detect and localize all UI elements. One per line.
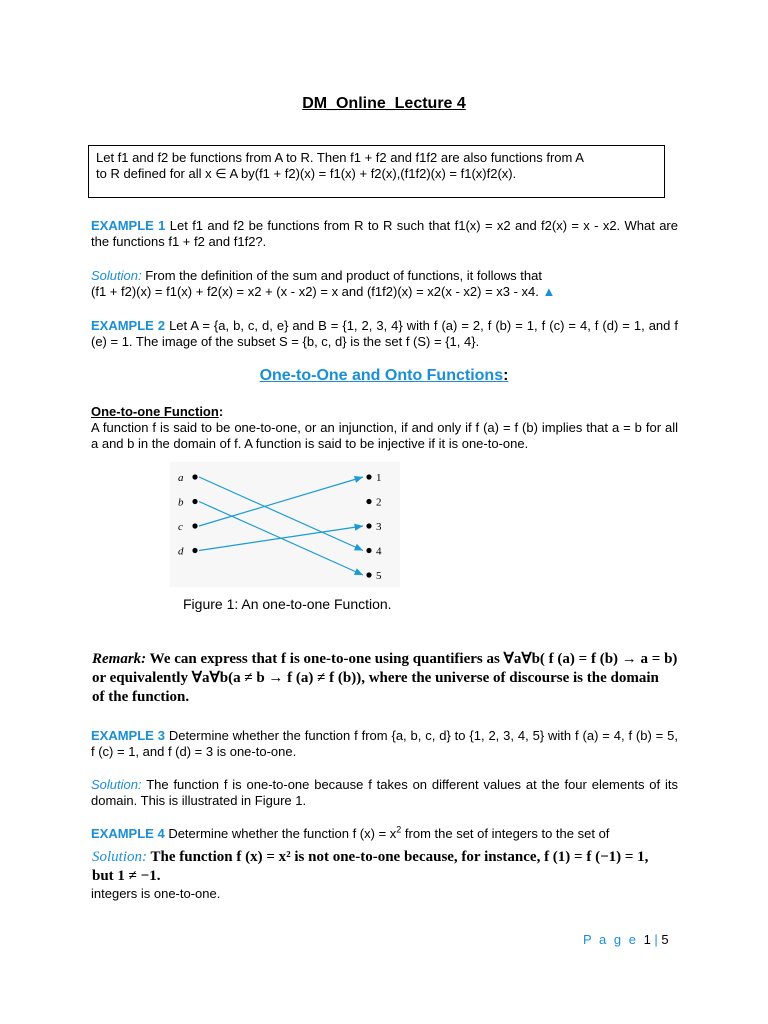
domain-label-d: d bbox=[178, 545, 184, 558]
solution-3-label: Solution: bbox=[91, 777, 142, 792]
example-4-superscript: 2 bbox=[396, 824, 402, 835]
domain-label-b: b bbox=[178, 496, 184, 509]
one-to-one-text: A function f is said to be one-to-one, or an injunction, if and only if f (a) = f (b) implies that a = b for all a and b in the domain of f. A function is said to be injective if it is one-to-one. bbox=[91, 420, 678, 451]
definition-line-1: Let f1 and f2 be functions from A to R. Then f1 + f2 and f1f2 are also functions from A bbox=[96, 150, 584, 165]
mapping-diagram bbox=[170, 462, 400, 587]
example-2 bbox=[91, 318, 678, 350]
domain-point-c bbox=[192, 523, 197, 528]
example-4-label: EXAMPLE 4 bbox=[91, 826, 165, 841]
example-3-label: EXAMPLE 3 bbox=[91, 728, 165, 743]
definition-box bbox=[88, 145, 665, 198]
remark-line-1: We can express that f is one-to-one using quantifiers as ∀a∀b( f (a) = f (b) → a = b) bbox=[149, 651, 678, 667]
codomain-label-2: 2 bbox=[376, 496, 382, 509]
example-2-text: Let A = {a, b, c, d, e} and B = {1, 2, 3, 4} with f (a) = 2, f (b) = 1, f (c) = 4, f (d) = 1, and f (e) = 1. The image of the subset S = {b, c, d} is the set f (S) = {1, 4}. bbox=[91, 318, 678, 349]
codomain-point-1 bbox=[366, 474, 371, 479]
page-title: DM_Online_Lecture 4 bbox=[302, 95, 466, 112]
example-1-text: Let f1 and f2 be functions from R to R such that f1(x) = x2 and f2(x) = x - x2. What are the functions f1 + f2 and f1f2?. bbox=[91, 218, 678, 249]
figure-caption: Figure 1: An one-to-one Function. bbox=[183, 596, 392, 612]
definition-line-2: to R defined for all x ∈ A by(f1 + f2)(x) = f1(x) + f2(x),(f1f2)(x) = f1(x)f2(x). bbox=[96, 166, 517, 181]
codomain-label-4: 4 bbox=[376, 545, 382, 558]
domain-label-a: a bbox=[178, 472, 184, 484]
footer-separator: | bbox=[650, 932, 662, 947]
domain-point-b bbox=[192, 499, 197, 504]
domain-point-d bbox=[192, 548, 197, 553]
codomain-point-4 bbox=[366, 548, 371, 553]
codomain-label-1: 1 bbox=[376, 472, 382, 484]
remark-label: Remark: bbox=[92, 651, 147, 667]
footer-page-word: P a g e bbox=[583, 932, 644, 947]
footer-page-number: 1 bbox=[643, 932, 651, 947]
one-to-one-definition bbox=[91, 404, 678, 452]
solution-1-label: Solution: bbox=[91, 268, 142, 283]
solution-1-text2: (f1 + f2)(x) = f1(x) + f2(x) = x2 + (x - x2) = x and (f1f2)(x) = x2(x - x2) = x3 - x4. bbox=[91, 284, 539, 299]
end-of-proof-mark: ▲ bbox=[542, 284, 556, 299]
solution-1 bbox=[91, 268, 678, 300]
page-footer bbox=[583, 932, 669, 948]
example-3 bbox=[91, 728, 678, 760]
section-title bbox=[0, 368, 768, 384]
codomain-label-3: 3 bbox=[376, 521, 382, 533]
solution-1-text1: From the definition of the sum and product of functions, it follows that bbox=[145, 268, 542, 283]
example-4-tail: integers is one-to-one. bbox=[91, 886, 221, 901]
example-4 bbox=[91, 826, 678, 842]
section-title-colon: : bbox=[503, 367, 509, 384]
example-2-label: EXAMPLE 2 bbox=[91, 318, 166, 333]
solution-4-line-2: but 1 ≠ −1. bbox=[92, 868, 161, 884]
section-title-text: One-to-One and Onto Functions bbox=[259, 367, 504, 384]
remark bbox=[92, 650, 682, 707]
codomain-point-5 bbox=[366, 572, 371, 577]
example-4-text-after: from the set of integers to the set of bbox=[401, 826, 610, 841]
remark-line-3: of the function. bbox=[92, 689, 190, 705]
example-4-text-before: Determine whether the function f (x) = x bbox=[168, 826, 397, 841]
footer-page-total: 5 bbox=[661, 932, 669, 947]
codomain-label-5: 5 bbox=[376, 570, 382, 582]
remark-line-2: or equivalently ∀a∀b(a ≠ b → f (a) ≠ f (b)), where the universe of discourse is the domain bbox=[92, 670, 659, 686]
solution-4-label: Solution: bbox=[92, 849, 147, 865]
codomain-point-2 bbox=[366, 499, 371, 504]
solution-3 bbox=[91, 777, 678, 809]
solution-4-line-1: The function f (x) = x² is not one-to-one because, for instance, f (1) = f (−1) = 1, bbox=[150, 849, 649, 865]
domain-label-c: c bbox=[178, 521, 183, 533]
solution-4 bbox=[92, 848, 682, 886]
codomain-point-3 bbox=[366, 523, 371, 528]
one-to-one-heading-colon: : bbox=[218, 404, 224, 419]
solution-3-text: The function f is one-to-one because f takes on different values at the four elements of its domain. This is illustrated in Figure 1. bbox=[91, 777, 678, 808]
example-3-text: Determine whether the function f from {a, b, c, d} to {1, 2, 3, 4, 5} with f (a) = 4, f (b) = 5, f (c) = 1, and f (d) = 3 is one-to-one. bbox=[91, 728, 678, 759]
domain-point-a bbox=[192, 474, 197, 479]
one-to-one-heading: One-to-one Function bbox=[91, 404, 219, 419]
example-1 bbox=[91, 218, 678, 250]
example-1-label: EXAMPLE 1 bbox=[91, 218, 166, 233]
mapping-figure bbox=[170, 462, 400, 591]
